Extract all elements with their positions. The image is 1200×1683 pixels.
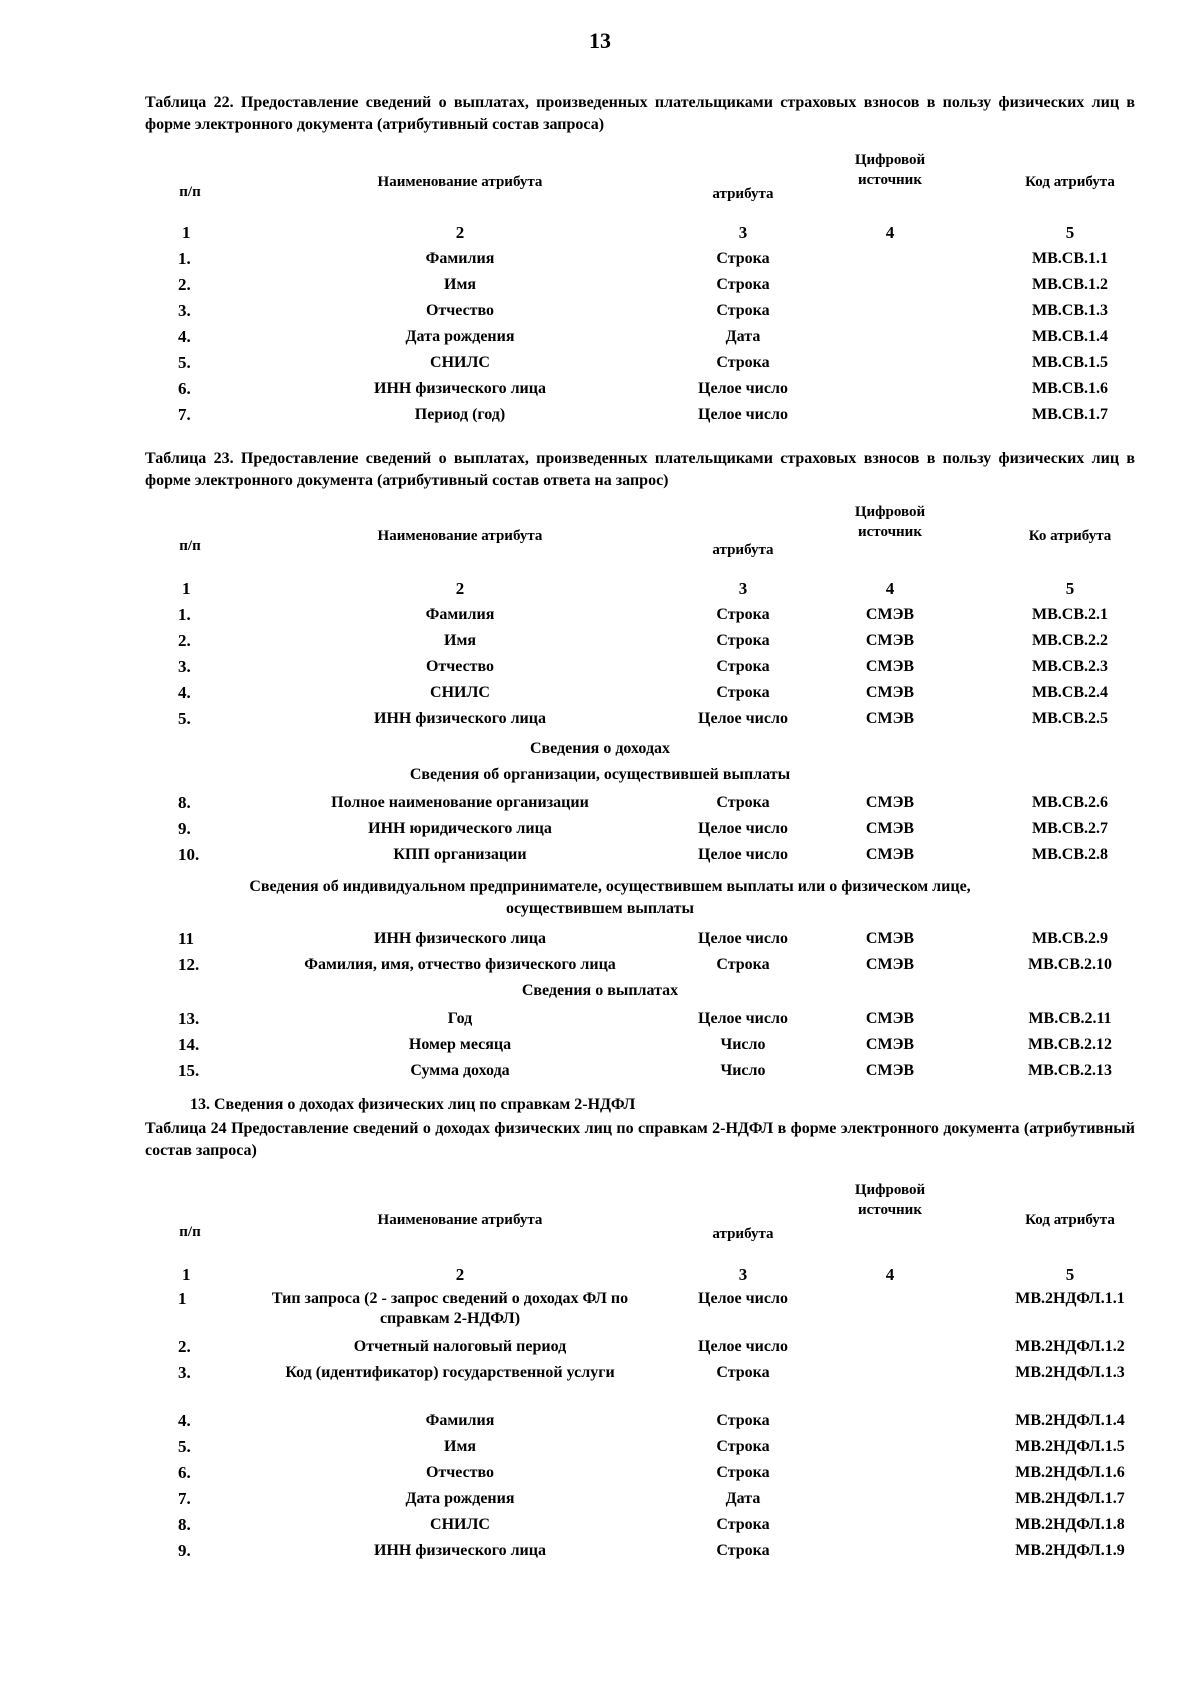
attribute-type: Дата bbox=[725, 328, 761, 345]
attribute-type: Целое число bbox=[698, 1010, 788, 1027]
attribute-type: Строка bbox=[716, 1412, 770, 1429]
t22-header-num: п/п bbox=[179, 184, 201, 200]
colnum: 3 bbox=[738, 1265, 748, 1284]
row-number: 2. bbox=[178, 275, 191, 294]
table-row bbox=[0, 376, 1200, 402]
attribute-name: Имя bbox=[444, 276, 476, 293]
table-row bbox=[0, 790, 1200, 816]
attribute-name: Имя bbox=[444, 632, 476, 649]
table-row bbox=[0, 952, 1200, 978]
row-number: 5. bbox=[178, 1437, 191, 1456]
table-row bbox=[0, 246, 1200, 272]
attribute-name: Фамилия bbox=[425, 250, 495, 267]
table-row bbox=[0, 1360, 1200, 1386]
attribute-type: Строка bbox=[716, 658, 770, 675]
t24-header-source: Цифровой источник bbox=[854, 1182, 926, 1218]
digital-source: СМЭВ bbox=[865, 684, 915, 701]
attribute-code: МВ.2НДФЛ.1.5 bbox=[1015, 1438, 1125, 1455]
attribute-code: МВ.СВ.2.1 bbox=[1032, 606, 1108, 623]
attribute-code: МВ.2НДФЛ.1.2 bbox=[1015, 1338, 1125, 1355]
row-number: 3. bbox=[178, 657, 191, 676]
table-row bbox=[0, 680, 1200, 706]
attribute-code: МВ.СВ.2.8 bbox=[1032, 846, 1108, 863]
attribute-type: Целое число bbox=[698, 380, 788, 397]
attribute-name: Отчество bbox=[425, 658, 495, 675]
row-number: 11 bbox=[178, 929, 195, 948]
digital-source: СМЭВ bbox=[865, 1010, 915, 1027]
attribute-type: Число bbox=[720, 1062, 766, 1079]
attribute-code: МВ.СВ.2.11 bbox=[1028, 1010, 1112, 1027]
table-row bbox=[0, 1032, 1200, 1058]
attribute-name: Тип запроса (2 - запрос сведений о доходах ФЛ по справкам 2-НДФЛ) bbox=[271, 1290, 629, 1327]
attribute-code: МВ.2НДФЛ.1.9 bbox=[1015, 1542, 1125, 1559]
attribute-type: Строка bbox=[716, 250, 770, 267]
attribute-code: МВ.СВ.2.4 bbox=[1032, 684, 1108, 701]
attribute-code: МВ.СВ.1.4 bbox=[1032, 328, 1108, 345]
attribute-name: ИНН физического лица bbox=[374, 930, 546, 947]
attribute-name: Фамилия bbox=[425, 606, 495, 623]
t23-header-num: п/п bbox=[179, 538, 201, 554]
attribute-type: Строка bbox=[716, 1516, 770, 1533]
attribute-code: МВ.СВ.1.3 bbox=[1032, 302, 1108, 319]
row-number: 12. bbox=[178, 955, 200, 974]
colnum: 2 bbox=[455, 1265, 465, 1284]
attribute-type: Число bbox=[720, 1036, 766, 1053]
row-number: 5. bbox=[178, 353, 191, 372]
attribute-code: МВ.2НДФЛ.1.1 bbox=[1015, 1290, 1125, 1307]
table-row bbox=[0, 1006, 1200, 1032]
colnum: 4 bbox=[885, 579, 895, 598]
row-number: 4. bbox=[178, 327, 191, 346]
row-number: 1. bbox=[178, 249, 191, 268]
attribute-code: МВ.2НДФЛ.1.7 bbox=[1015, 1490, 1125, 1507]
t22-header-name: Наименование атрибута bbox=[377, 174, 543, 190]
digital-source: СМЭВ bbox=[865, 794, 915, 811]
row-number: 14. bbox=[178, 1035, 200, 1054]
attribute-type: Строка bbox=[716, 632, 770, 649]
section-entrepreneur-line-2: осуществившем выплаты bbox=[506, 900, 694, 917]
t22-header-source: Цифровой источник bbox=[854, 152, 926, 188]
attribute-name: Год bbox=[447, 1010, 473, 1027]
attribute-name: Отчество bbox=[425, 1464, 495, 1481]
attribute-name: Сумма дохода bbox=[410, 1062, 510, 1079]
digital-source: СМЭВ bbox=[865, 1036, 915, 1053]
attribute-name: Период (год) bbox=[414, 406, 506, 423]
row-number: 3. bbox=[178, 1363, 191, 1382]
t22-header-type: атрибута bbox=[712, 186, 774, 202]
table-row bbox=[0, 1286, 1200, 1327]
table-row bbox=[0, 1486, 1200, 1512]
colnum: 3 bbox=[738, 223, 748, 242]
digital-source: СМЭВ bbox=[865, 930, 915, 947]
attribute-code: МВ.СВ.2.5 bbox=[1032, 710, 1108, 727]
row-number: 9. bbox=[178, 819, 191, 838]
attribute-name: КПП организации bbox=[393, 846, 527, 863]
attribute-code: МВ.СВ.2.10 bbox=[1028, 956, 1112, 973]
table-row bbox=[0, 1434, 1200, 1460]
attribute-code: МВ.СВ.1.1 bbox=[1032, 250, 1108, 267]
attribute-name: Фамилия, имя, отчество физического лица bbox=[304, 956, 616, 973]
attribute-type: Целое число bbox=[698, 930, 788, 947]
t23-header-type: атрибута bbox=[712, 542, 774, 558]
attribute-code: МВ.СВ.2.3 bbox=[1032, 658, 1108, 675]
row-number: 6. bbox=[178, 1463, 191, 1482]
attribute-code: МВ.2НДФЛ.1.6 bbox=[1015, 1464, 1125, 1481]
table-22-caption: Таблица 22. Предоставление сведений о выплатах, произведенных плательщиками страховых взносов в пользу физических лиц в форме электронного документа (атрибутивный состав запроса) bbox=[145, 94, 1135, 133]
row-number: 3. bbox=[178, 301, 191, 320]
attribute-type: Строка bbox=[716, 1438, 770, 1455]
row-number: 10. bbox=[178, 845, 200, 864]
table-24-caption: Таблица 24 Предоставление сведений о доходах физических лиц по справкам 2-НДФЛ в форме электронного документа (атрибутивный состав запроса) bbox=[145, 1120, 1135, 1159]
attribute-code: МВ.СВ.2.12 bbox=[1028, 1036, 1112, 1053]
attribute-name: СНИЛС bbox=[430, 354, 490, 371]
attribute-name: СНИЛС bbox=[430, 684, 490, 701]
section-13-heading: 13. Сведения о доходах физических лиц по справкам 2-НДФЛ bbox=[190, 1096, 636, 1113]
table-row bbox=[0, 842, 1200, 868]
attribute-type: Целое число bbox=[698, 1338, 788, 1355]
colnum: 5 bbox=[1065, 1265, 1075, 1284]
digital-source: СМЭВ bbox=[865, 956, 915, 973]
t22-header-code: Код атрибута bbox=[1025, 174, 1115, 190]
attribute-code: МВ.2НДФЛ.1.8 bbox=[1015, 1516, 1125, 1533]
table-row bbox=[0, 816, 1200, 842]
attribute-type: Строка bbox=[716, 276, 770, 293]
row-number: 5. bbox=[178, 709, 191, 728]
table-row bbox=[0, 324, 1200, 350]
table-row bbox=[0, 706, 1200, 732]
attribute-code: МВ.СВ.2.7 bbox=[1032, 820, 1108, 837]
section-entrepreneur-line-1: Сведения об индивидуальном предпринимателе, осуществившем выплаты или о физическом лице, bbox=[249, 878, 971, 895]
attribute-code: МВ.2НДФЛ.1.3 bbox=[1015, 1364, 1125, 1381]
attribute-code: МВ.СВ.2.2 bbox=[1032, 632, 1108, 649]
attribute-name: Отчетный налоговый период bbox=[353, 1338, 567, 1355]
table-23-caption: Таблица 23. Предоставление сведений о выплатах, произведенных плательщиками страховых взносов в пользу физических лиц в форме электронного документа (атрибутивный состав ответа на запрос) bbox=[145, 450, 1135, 489]
table-row bbox=[0, 1058, 1200, 1084]
attribute-type: Строка bbox=[716, 354, 770, 371]
row-number: 8. bbox=[178, 793, 191, 812]
attribute-code: МВ.2НДФЛ.1.4 bbox=[1015, 1412, 1125, 1429]
digital-source: СМЭВ bbox=[865, 710, 915, 727]
t23-header-code: Ко атрибута bbox=[1028, 528, 1112, 544]
attribute-name: Номер месяца bbox=[408, 1036, 512, 1053]
row-number: 7. bbox=[178, 1489, 191, 1508]
table-row bbox=[0, 1538, 1200, 1564]
attribute-name: ИНН физического лица bbox=[374, 710, 546, 727]
row-number: 4. bbox=[178, 683, 191, 702]
attribute-type: Целое число bbox=[698, 710, 788, 727]
t22-column-numbers bbox=[0, 220, 1200, 246]
attribute-code: МВ.СВ.1.6 bbox=[1032, 380, 1108, 397]
table-row bbox=[0, 654, 1200, 680]
attribute-name: ИНН физического лица bbox=[374, 380, 546, 397]
attribute-type: Строка bbox=[716, 302, 770, 319]
table-row bbox=[0, 1512, 1200, 1538]
attribute-type: Строка bbox=[716, 684, 770, 701]
attribute-name: Отчество bbox=[425, 302, 495, 319]
table-row bbox=[0, 298, 1200, 324]
attribute-code: МВ.СВ.1.2 bbox=[1032, 276, 1108, 293]
attribute-name: Код (идентификатор) государственной услуги bbox=[285, 1364, 615, 1381]
section-income: Сведения о доходах bbox=[529, 740, 671, 757]
attribute-name: ИНН юридического лица bbox=[368, 820, 552, 837]
colnum: 5 bbox=[1065, 223, 1075, 242]
table-row bbox=[0, 1408, 1200, 1434]
row-number: 15. bbox=[178, 1061, 200, 1080]
colnum: 2 bbox=[455, 579, 465, 598]
attribute-name: Дата рождения bbox=[405, 1490, 515, 1507]
colnum: 3 bbox=[738, 579, 748, 598]
colnum: 4 bbox=[885, 1265, 895, 1284]
t23-header-source: Цифровой источник bbox=[854, 504, 926, 540]
digital-source: СМЭВ bbox=[865, 846, 915, 863]
attribute-name: Полное наименование организации bbox=[331, 794, 589, 811]
digital-source: СМЭВ bbox=[865, 1062, 915, 1079]
table-row bbox=[0, 272, 1200, 298]
attribute-name: СНИЛС bbox=[430, 1516, 490, 1533]
attribute-type: Целое число bbox=[698, 1290, 788, 1307]
digital-source: СМЭВ bbox=[865, 606, 915, 623]
attribute-name: Имя bbox=[444, 1438, 476, 1455]
colnum: 1 bbox=[182, 223, 191, 242]
row-number: 9. bbox=[178, 1541, 191, 1560]
attribute-type: Строка bbox=[716, 794, 770, 811]
row-number: 2. bbox=[178, 1337, 191, 1356]
table-row bbox=[0, 926, 1200, 952]
colnum: 1 bbox=[182, 579, 191, 598]
attribute-code: МВ.СВ.1.5 bbox=[1032, 354, 1108, 371]
table-row bbox=[0, 602, 1200, 628]
t24-column-numbers bbox=[0, 1262, 1200, 1288]
table-row bbox=[0, 402, 1200, 428]
attribute-name: ИНН физического лица bbox=[374, 1542, 546, 1559]
t24-header-code: Код атрибута bbox=[1025, 1212, 1115, 1228]
attribute-code: МВ.СВ.1.7 bbox=[1032, 406, 1108, 423]
colnum: 2 bbox=[455, 223, 465, 242]
row-number: 8. bbox=[178, 1515, 191, 1534]
attribute-type: Строка bbox=[716, 1464, 770, 1481]
attribute-type: Целое число bbox=[698, 406, 788, 423]
attribute-type: Целое число bbox=[698, 820, 788, 837]
attribute-type: Строка bbox=[716, 1364, 770, 1381]
section-organization: Сведения об организации, осуществившей выплаты bbox=[409, 766, 791, 783]
colnum: 5 bbox=[1065, 579, 1075, 598]
row-number: 4. bbox=[178, 1411, 191, 1430]
attribute-name: Фамилия bbox=[425, 1412, 495, 1429]
t24-header-name: Наименование атрибута bbox=[377, 1212, 543, 1228]
attribute-code: МВ.СВ.2.6 bbox=[1032, 794, 1108, 811]
table-row bbox=[0, 1334, 1200, 1360]
attribute-type: Строка bbox=[716, 1542, 770, 1559]
attribute-type: Строка bbox=[716, 956, 770, 973]
attribute-name: Дата рождения bbox=[405, 328, 515, 345]
table-row bbox=[0, 628, 1200, 654]
colnum: 1 bbox=[182, 1265, 191, 1284]
row-number: 1. bbox=[178, 605, 191, 624]
page-number: 13 bbox=[589, 28, 611, 53]
digital-source: СМЭВ bbox=[865, 632, 915, 649]
digital-source: СМЭВ bbox=[865, 658, 915, 675]
attribute-type: Дата bbox=[725, 1490, 761, 1507]
table-row bbox=[0, 350, 1200, 376]
t24-header-type: атрибута bbox=[712, 1226, 774, 1242]
attribute-code: МВ.СВ.2.9 bbox=[1032, 930, 1108, 947]
attribute-type: Строка bbox=[716, 606, 770, 623]
attribute-code: МВ.СВ.2.13 bbox=[1028, 1062, 1112, 1079]
t23-column-numbers bbox=[0, 576, 1200, 602]
table-row bbox=[0, 1460, 1200, 1486]
section-payments: Сведения о выплатах bbox=[521, 982, 679, 999]
attribute-type: Целое число bbox=[698, 846, 788, 863]
t23-header-name: Наименование атрибута bbox=[377, 528, 543, 544]
colnum: 4 bbox=[885, 223, 895, 242]
t24-header-num: п/п bbox=[179, 1224, 201, 1240]
row-number: 1 bbox=[178, 1289, 187, 1308]
row-number: 7. bbox=[178, 405, 191, 424]
row-number: 2. bbox=[178, 631, 191, 650]
row-number: 6. bbox=[178, 379, 191, 398]
digital-source: СМЭВ bbox=[865, 820, 915, 837]
row-number: 13. bbox=[178, 1009, 200, 1028]
